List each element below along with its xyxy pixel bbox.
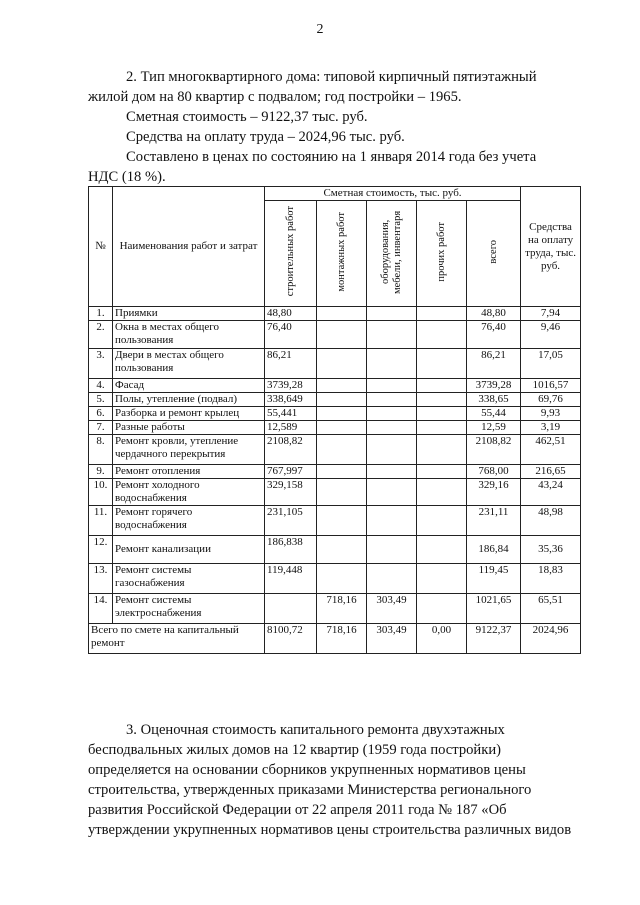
cell-t: 768,00 xyxy=(467,465,521,479)
cell-m xyxy=(317,435,367,465)
cell-c xyxy=(265,594,317,624)
cell-c: 231,105 xyxy=(265,506,317,536)
cell-l: 17,05 xyxy=(521,349,581,379)
cell-l: 462,51 xyxy=(521,435,581,465)
cell-c: 2108,82 xyxy=(265,435,317,465)
cell-e xyxy=(367,435,417,465)
cell-m xyxy=(317,536,367,564)
row-number: 2. xyxy=(89,321,113,349)
row-name: Ремонт канализации xyxy=(113,536,265,564)
cell-m xyxy=(317,307,367,321)
row-number: 6. xyxy=(89,407,113,421)
cell-t: 12,59 xyxy=(467,421,521,435)
cell-o xyxy=(417,479,467,506)
row-name: Ремонт холодного водоснабжения xyxy=(113,479,265,506)
header-other: прочих работ xyxy=(417,201,467,307)
row-number: 13. xyxy=(89,564,113,594)
cell-t: 86,21 xyxy=(467,349,521,379)
table-row xyxy=(89,349,581,379)
cell-t: 55,44 xyxy=(467,407,521,421)
cell-o xyxy=(417,379,467,393)
cell-c: 3739,28 xyxy=(265,379,317,393)
cell-c: 48,80 xyxy=(265,307,317,321)
total-label: Всего по смете на капитальный ремонт xyxy=(89,624,265,654)
total-m: 718,16 xyxy=(317,624,367,654)
row-number: 12. xyxy=(89,536,113,564)
cell-l: 7,94 xyxy=(521,307,581,321)
section-3-line-4: строительства, утвержденных приказами Министерства регионального xyxy=(88,782,532,798)
table-row xyxy=(89,479,581,506)
cell-l: 35,36 xyxy=(521,536,581,564)
cell-o xyxy=(417,421,467,435)
row-name: Ремонт кровли, утепление чердачного перекрытия xyxy=(113,435,265,465)
cell-m xyxy=(317,506,367,536)
row-name: Окна в местах общего пользования xyxy=(113,321,265,349)
cell-l: 216,65 xyxy=(521,465,581,479)
table-row xyxy=(89,594,581,624)
cell-m xyxy=(317,321,367,349)
total-t: 9122,37 xyxy=(467,624,521,654)
header-installation: монтажных работ xyxy=(317,201,367,307)
header-equipment: оборудования, мебели, инвентаря xyxy=(367,201,417,307)
cell-o xyxy=(417,407,467,421)
cell-m xyxy=(317,407,367,421)
row-name: Разборка и ремонт крылец xyxy=(113,407,265,421)
cell-l: 9,93 xyxy=(521,407,581,421)
cell-t: 1021,65 xyxy=(467,594,521,624)
header-labor: Средства на оплату труда, тыс. руб. xyxy=(521,187,581,307)
prices-line-2: НДС (18 %). xyxy=(88,169,166,185)
cell-m xyxy=(317,465,367,479)
cell-c: 86,21 xyxy=(265,349,317,379)
cell-e xyxy=(367,536,417,564)
section-2-line-2: жилой дом на 80 квартир с подвалом; год постройки – 1965. xyxy=(88,89,462,105)
total-o: 0,00 xyxy=(417,624,467,654)
cell-c: 76,40 xyxy=(265,321,317,349)
table-row xyxy=(89,379,581,393)
cell-l: 48,98 xyxy=(521,506,581,536)
table-row xyxy=(89,536,581,564)
cell-o xyxy=(417,594,467,624)
cell-l: 18,83 xyxy=(521,564,581,594)
cell-l: 1016,57 xyxy=(521,379,581,393)
cell-o xyxy=(417,393,467,407)
cell-l: 69,76 xyxy=(521,393,581,407)
cell-c: 338,649 xyxy=(265,393,317,407)
cell-t: 338,65 xyxy=(467,393,521,407)
row-number: 4. xyxy=(89,379,113,393)
section-3-line-1: 3. Оценочная стоимость капитального ремонта двухэтажных xyxy=(126,722,505,738)
cell-l: 43,24 xyxy=(521,479,581,506)
labor-cost: Средства на оплату труда – 2024,96 тыс. руб. xyxy=(126,129,405,145)
cell-t: 186,84 xyxy=(467,536,521,564)
row-number: 8. xyxy=(89,435,113,465)
section-2-line-1: 2. Тип многоквартирного дома: типовой кирпичный пятиэтажный xyxy=(126,69,537,85)
row-number: 7. xyxy=(89,421,113,435)
cell-m xyxy=(317,479,367,506)
cell-t: 119,45 xyxy=(467,564,521,594)
row-number: 5. xyxy=(89,393,113,407)
row-name: Фасад xyxy=(113,379,265,393)
row-name: Ремонт системы электроснабжения xyxy=(113,594,265,624)
cell-e xyxy=(367,564,417,594)
row-name: Ремонт горячего водоснабжения xyxy=(113,506,265,536)
table-row xyxy=(89,564,581,594)
cell-t: 2108,82 xyxy=(467,435,521,465)
prices-line-1: Составлено в ценах по состоянию на 1 января 2014 года без учета xyxy=(126,149,537,165)
header-estimate-group: Сметная стоимость, тыс. руб. xyxy=(265,187,521,201)
cell-e xyxy=(367,407,417,421)
cell-c: 12,589 xyxy=(265,421,317,435)
cell-e xyxy=(367,307,417,321)
cell-t: 48,80 xyxy=(467,307,521,321)
cell-l: 3,19 xyxy=(521,421,581,435)
row-name: Приямки xyxy=(113,307,265,321)
row-number: 9. xyxy=(89,465,113,479)
section-3-line-6: утверждении укрупненных нормативов цены строительства различных видов xyxy=(88,822,572,838)
table-row xyxy=(89,307,581,321)
table-total-row xyxy=(89,624,581,654)
cell-l: 9,46 xyxy=(521,321,581,349)
cell-m xyxy=(317,564,367,594)
cell-e xyxy=(367,349,417,379)
cell-e xyxy=(367,465,417,479)
row-number: 14. xyxy=(89,594,113,624)
row-name: Двери в местах общего пользования xyxy=(113,349,265,379)
cell-e xyxy=(367,506,417,536)
header-name: Наименования работ и затрат xyxy=(113,187,265,307)
cell-c: 186,838 xyxy=(265,536,317,564)
table-row xyxy=(89,465,581,479)
cell-m xyxy=(317,421,367,435)
section-3-line-3: определяется на основании сборников укрупненных нормативов цены xyxy=(88,762,526,778)
row-number: 11. xyxy=(89,506,113,536)
estimate-table xyxy=(88,186,581,654)
total-c: 8100,72 xyxy=(265,624,317,654)
row-number: 1. xyxy=(89,307,113,321)
cell-o xyxy=(417,465,467,479)
cell-l: 65,51 xyxy=(521,594,581,624)
cell-m xyxy=(317,379,367,393)
table-row xyxy=(89,421,581,435)
table-row xyxy=(89,321,581,349)
cell-t: 3739,28 xyxy=(467,379,521,393)
page-number: 2 xyxy=(316,22,324,37)
estimate-cost: Сметная стоимость – 9122,37 тыс. руб. xyxy=(126,109,368,125)
header-total: всего xyxy=(467,201,521,307)
table-row xyxy=(89,393,581,407)
cell-o xyxy=(417,435,467,465)
total-l: 2024,96 xyxy=(521,624,581,654)
row-name: Ремонт отопления xyxy=(113,465,265,479)
row-name: Ремонт системы газоснабжения xyxy=(113,564,265,594)
cell-t: 76,40 xyxy=(467,321,521,349)
cell-t: 231,11 xyxy=(467,506,521,536)
cell-e xyxy=(367,479,417,506)
cell-c: 55,441 xyxy=(265,407,317,421)
cell-o xyxy=(417,536,467,564)
cell-t: 329,16 xyxy=(467,479,521,506)
table-row xyxy=(89,435,581,465)
header-construction: строительных работ xyxy=(265,201,317,307)
cell-m xyxy=(317,349,367,379)
total-e: 303,49 xyxy=(367,624,417,654)
cell-m: 718,16 xyxy=(317,594,367,624)
cell-o xyxy=(417,307,467,321)
cell-o xyxy=(417,506,467,536)
cell-m xyxy=(317,393,367,407)
cell-e xyxy=(367,379,417,393)
cell-o xyxy=(417,564,467,594)
section-3-line-5: развития Российской Федерации от 22 апреля 2011 года № 187 «Об xyxy=(88,802,507,818)
section-3-line-2: бесподвальных жилых домов на 12 квартир (1959 года постройки) xyxy=(88,742,501,758)
cell-e xyxy=(367,421,417,435)
cell-c: 329,158 xyxy=(265,479,317,506)
row-number: 3. xyxy=(89,349,113,379)
cell-e: 303,49 xyxy=(367,594,417,624)
cell-c: 119,448 xyxy=(265,564,317,594)
cell-c: 767,997 xyxy=(265,465,317,479)
row-name: Разные работы xyxy=(113,421,265,435)
row-name: Полы, утепление (подвал) xyxy=(113,393,265,407)
cell-o xyxy=(417,349,467,379)
table-row xyxy=(89,407,581,421)
cell-o xyxy=(417,321,467,349)
cell-e xyxy=(367,393,417,407)
row-number: 10. xyxy=(89,479,113,506)
header-num: № xyxy=(89,187,113,307)
table-row xyxy=(89,506,581,536)
cell-e xyxy=(367,321,417,349)
